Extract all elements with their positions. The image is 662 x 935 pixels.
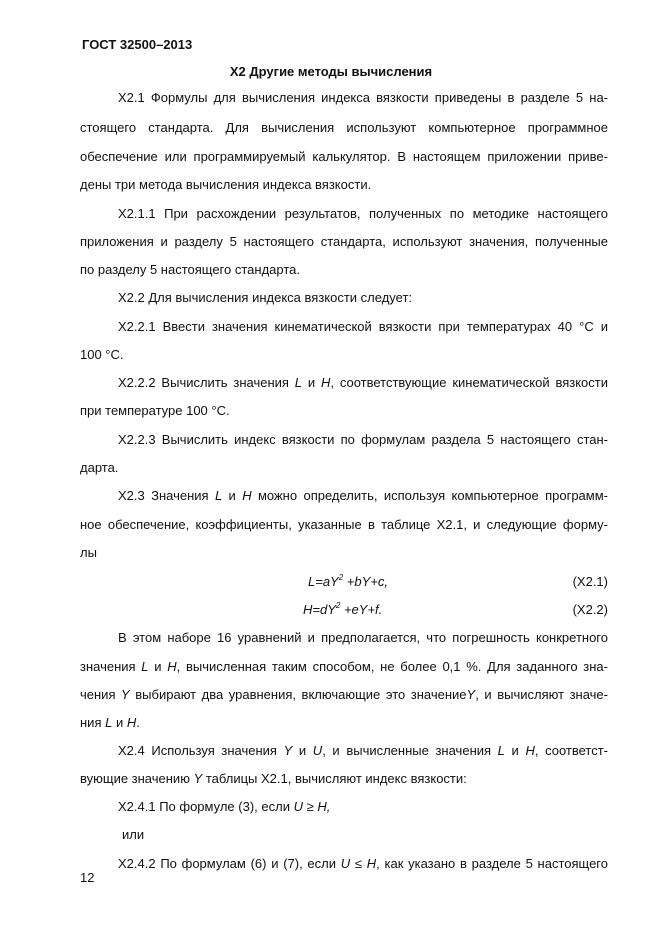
- text-line: [118, 743, 608, 759]
- text-line: [80, 403, 608, 419]
- italic-variable: U: [340, 856, 351, 871]
- text-line: [118, 375, 608, 391]
- text-segment: ное обеспечение, коэффициенты, указанные в таблице Х2.1, и следующие форму-: [80, 517, 608, 532]
- text-segment: Х2.1.1 При расхождении результатов, полученных по методике настоящего: [118, 206, 608, 221]
- text-segment: Х2.4.1 По формуле (3), если: [118, 799, 294, 814]
- italic-variable: H: [320, 375, 331, 390]
- text-segment: выбирают два уравнения, включающие это значение: [129, 687, 467, 702]
- italic-variable: H: [525, 743, 535, 758]
- text-segment: при температуре 100 °С.: [80, 403, 230, 418]
- italic-variable: Y: [466, 687, 476, 702]
- text-segment: стоящего стандарта. Для вычисления используют компьютерное программное: [80, 120, 608, 135]
- text-segment: , вычисленная таким способом, не более 0,1 %. Для заданного зна-: [176, 659, 608, 674]
- text-line: [118, 432, 608, 448]
- text-segment: , соответствующие кинематической вязкости: [330, 375, 608, 390]
- italic-variable: L: [141, 659, 149, 674]
- italic-variable: L: [294, 375, 303, 390]
- text-line: [80, 659, 608, 675]
- italic-variable: H: [242, 488, 252, 503]
- text-segment: дены три метода вычисления индекса вязкости.: [80, 177, 372, 192]
- document-standard-header: ГОСТ 32500–2013: [82, 37, 193, 52]
- text-line: [80, 149, 608, 165]
- text-line: [80, 687, 608, 703]
- text-line: [80, 715, 608, 731]
- italic-variable: H: [167, 659, 177, 674]
- text-segment: и: [222, 488, 243, 503]
- text-segment: , и вычисляют значе-: [475, 687, 608, 702]
- formula-x2-1: $L=aY^2 +bY+c$,: [308, 573, 388, 589]
- text-segment: и: [292, 743, 313, 758]
- text-segment: Х2.2 Для вычисления индекса вязкости следует:: [118, 290, 413, 305]
- text-segment: значения: [80, 659, 142, 674]
- text-segment: можно определить, используя компьютерное программ-: [251, 488, 608, 503]
- text-segment: чения: [80, 687, 122, 702]
- italic-variable: L: [105, 715, 113, 730]
- text-segment: приложения и разделу 5 настоящего стандарта, используют значения, полученные: [80, 234, 608, 249]
- text-line: [122, 827, 650, 843]
- text-segment: лы: [80, 545, 97, 560]
- text-segment: и: [148, 659, 168, 674]
- text-line: [118, 488, 608, 504]
- italic-variable: H: [126, 715, 137, 730]
- text-segment: , соответст-: [534, 743, 608, 758]
- text-segment: Х2.2.1 Ввести значения кинематической вязкости при температурах 40 °С и: [118, 319, 608, 334]
- text-segment: ния: [80, 715, 106, 730]
- text-segment: и: [302, 375, 321, 390]
- text-segment: , и вычисленные значения: [322, 743, 498, 758]
- text-line: [80, 460, 608, 476]
- text-line: [80, 347, 608, 363]
- text-line: [118, 630, 608, 646]
- text-line: [80, 262, 608, 278]
- text-segment: 100 °С.: [80, 347, 124, 362]
- text-segment: Х2.4 Используя значения: [118, 743, 284, 758]
- text-line: [80, 177, 608, 193]
- text-line: [80, 771, 608, 787]
- text-line: [80, 545, 608, 561]
- text-line: [118, 90, 608, 106]
- text-segment: Х2.3 Значения: [118, 488, 215, 503]
- text-line: [118, 799, 608, 815]
- text-segment: ≤: [350, 856, 367, 871]
- text-segment: Х2.1 Формулы для вычисления индекса вязкости приведены в разделе 5 на-: [118, 90, 608, 105]
- text-line: [80, 517, 608, 533]
- formula-number-x2-2: (Х2.2): [572, 602, 608, 617]
- text-segment: и: [504, 743, 526, 758]
- text-line: [118, 206, 608, 222]
- text-segment: Х2.4.2 По формулам (6) и (7), если: [118, 856, 341, 871]
- text-segment: дарта.: [80, 460, 119, 475]
- page-number: 12: [80, 870, 95, 885]
- formula-number-x2-1: (Х2.1): [572, 574, 608, 589]
- section-title: Х2 Другие методы вычисления: [229, 64, 433, 79]
- text-segment: вующие значению: [80, 771, 194, 786]
- formula-x2-2: $H=dY^2 +eY+f$.: [303, 601, 383, 617]
- italic-variable: L: [214, 488, 223, 503]
- text-segment: .: [136, 715, 140, 730]
- text-segment: и: [112, 715, 127, 730]
- text-segment: или: [122, 827, 145, 842]
- text-line: [80, 234, 608, 250]
- text-segment: таблицы Х2.1, вычисляют индекс вязкости:: [202, 771, 467, 786]
- text-segment: обеспечение или программируемый калькулятор. В настоящем приложении приве-: [80, 149, 608, 164]
- text-line: [118, 319, 608, 335]
- text-line: [80, 120, 608, 136]
- italic-variable: H: [366, 856, 377, 871]
- italic-variable: Y: [193, 771, 203, 786]
- text-segment: Х2.2.3 Вычислить индекс вязкости по формулам раздела 5 настоящего стан-: [118, 432, 608, 447]
- text-segment: по разделу 5 настоящего стандарта.: [80, 262, 300, 277]
- text-segment: , как указано в разделе 5 настоящего: [376, 856, 608, 871]
- italic-variable: L: [497, 743, 505, 758]
- italic-variable: U: [312, 743, 323, 758]
- text-segment: В этом наборе 16 уравнений и предполагается, что погрешность конкретного: [118, 630, 608, 645]
- italic-variable: U ≥ H,: [293, 799, 331, 814]
- text-segment: Х2.2.2 Вычислить значения: [118, 375, 295, 390]
- italic-variable: Y: [121, 687, 130, 702]
- text-line: [118, 856, 608, 872]
- italic-variable: Y: [283, 743, 293, 758]
- text-line: [118, 290, 608, 306]
